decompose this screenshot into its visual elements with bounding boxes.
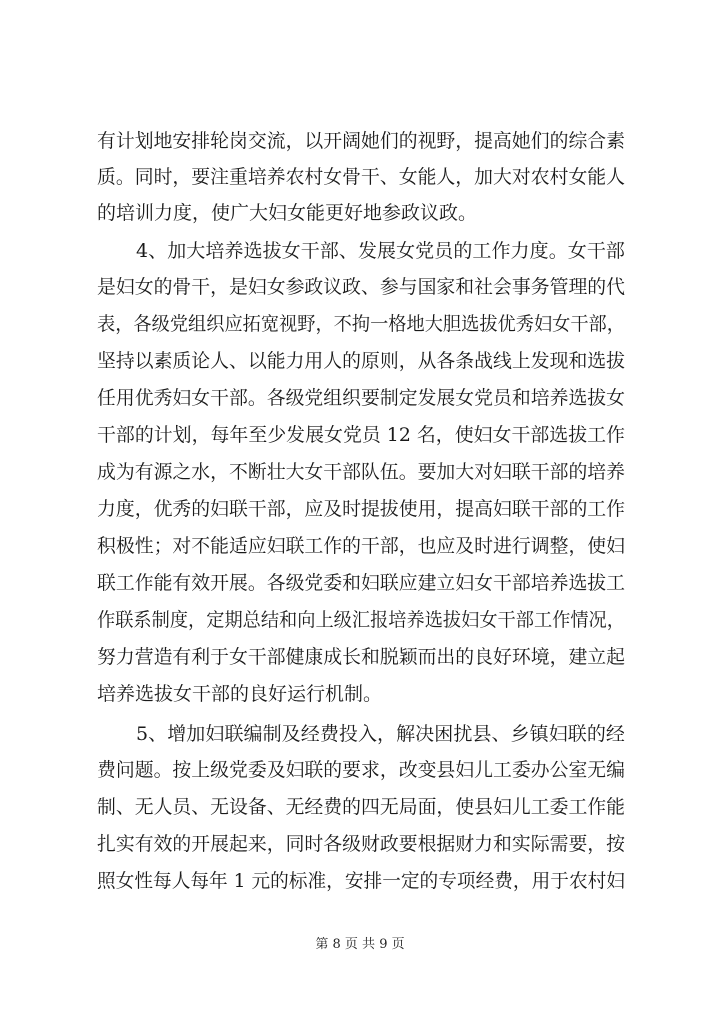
text-line: 力度，优秀的妇联干部，应及时提拔使用，提高妇联干部的工作 (97, 498, 626, 520)
text-line: 干部的计划，每年至少发展女党员 12 名，使妇女干部选拔工作 (97, 424, 625, 446)
text-line: 是妇女的骨干，是妇女参政议政、参与国家和社会事务管理的代 (97, 276, 626, 298)
text-line: 有计划地安排轮岗交流，以开阔她们的视野，提高她们的综合素 (97, 130, 626, 152)
text-line: 质。同时，要注重培养农村女骨干、女能人，加大对农村女能人 (97, 166, 626, 188)
text-line: 费问题。按上级党委及妇联的要求，改变县妇儿工委办公室无编 (97, 759, 626, 781)
text-line: 联工作能有效开展。各级党委和妇联应建立妇女干部培养选拔工 (97, 572, 626, 594)
text-line: 照女性每人每年 1 元的标准，安排一定的专项经费，用于农村妇 (97, 870, 625, 892)
text-line: 扎实有效的开展起来，同时各级财政要根据财力和实际需要，按 (97, 833, 626, 855)
text-line: 积极性；对不能适应妇联工作的干部，也应及时进行调整，使妇 (97, 535, 626, 557)
text-line: 制、无人员、无设备、无经费的四无局面，使县妇儿工委工作能 (97, 796, 626, 818)
text-line: 努力营造有利于女干部健康成长和脱颖而出的良好环境，建立起 (97, 646, 626, 668)
paragraph-heading-4: 4、加大培养选拔女干部、发展女党员的工作力度。女干部 (136, 240, 625, 262)
text-line: 坚持以素质论人、以能力用人的原则，从各条战线上发现和选拔 (97, 350, 626, 372)
text-line: 培养选拔女干部的良好运行机制。 (97, 683, 383, 705)
text-line: 成为有源之水，不断壮大女干部队伍。要加大对妇联干部的培养 (97, 461, 626, 483)
text-line: 的培训力度，使广大妇女能更好地参政议政。 (97, 202, 478, 224)
text-line: 任用优秀妇女干部。各级党组织要制定发展女党员和培养选拔女 (97, 387, 626, 409)
text-line: 作联系制度，定期总结和向上级汇报培养选拔妇女干部工作情况， (97, 609, 625, 631)
text-line: 表，各级党组织应拓宽视野，不拘一格地大胆选拔优秀妇女干部， (97, 313, 625, 335)
paragraph-heading-5: 5、增加妇联编制及经费投入，解决困扰县、乡镇妇联的经 (136, 723, 625, 745)
page-number-footer: 第 8 页 共 9 页 (315, 937, 405, 952)
